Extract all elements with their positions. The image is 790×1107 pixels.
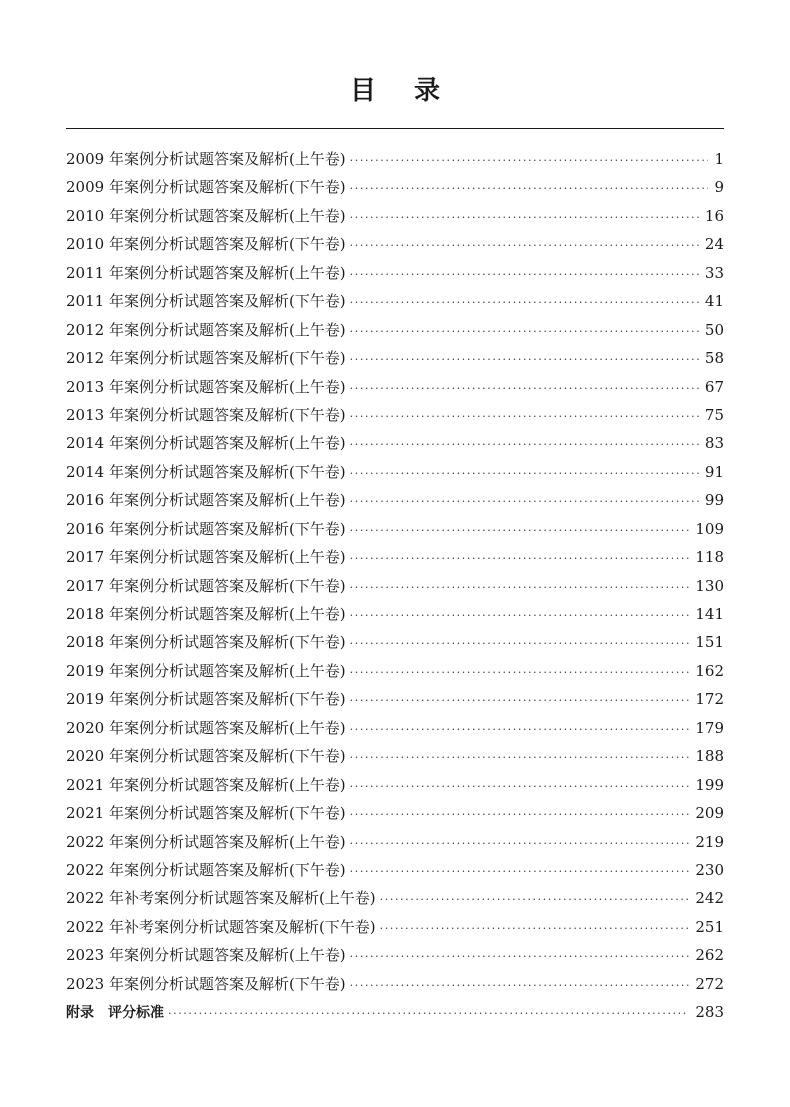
toc-entry[interactable] xyxy=(66,515,724,543)
dot-leader xyxy=(350,659,690,687)
toc-entry-label: 2011 年案例分析试题答案及解析(上午卷) xyxy=(66,263,346,282)
title-divider xyxy=(66,128,724,129)
dot-leader xyxy=(350,943,690,971)
toc-entry[interactable] xyxy=(66,230,724,258)
toc-entry[interactable] xyxy=(66,259,724,287)
dot-leader xyxy=(350,801,690,829)
toc-entry-label: 2019 年案例分析试题答案及解析(下午卷) xyxy=(66,690,346,709)
toc-entry-page: 251 xyxy=(695,917,724,936)
toc-entry-label: 2022 年补考案例分析试题答案及解析(下午卷) xyxy=(66,917,376,936)
dot-leader xyxy=(350,630,690,658)
toc-entry-page: 219 xyxy=(695,832,724,851)
toc-entry[interactable] xyxy=(66,373,724,401)
toc-entry-page: 162 xyxy=(695,661,724,680)
toc-entry[interactable] xyxy=(66,941,724,969)
toc-entry-page: 9 xyxy=(714,178,724,197)
dot-leader xyxy=(350,972,690,1000)
table-of-contents xyxy=(66,145,724,1027)
toc-entry-page: 130 xyxy=(695,576,724,595)
toc-entry-page: 141 xyxy=(695,605,724,623)
dot-leader xyxy=(350,517,690,545)
dot-leader xyxy=(350,773,690,801)
toc-entry-page: 99 xyxy=(704,491,724,510)
toc-entry[interactable] xyxy=(66,970,724,998)
toc-entry[interactable] xyxy=(66,657,724,685)
toc-entry-appendix[interactable] xyxy=(66,998,724,1026)
dot-leader xyxy=(350,346,699,374)
dot-leader xyxy=(168,1000,689,1028)
toc-entry[interactable] xyxy=(66,600,724,628)
dot-leader xyxy=(350,375,699,403)
toc-entry-label: 2021 年案例分析试题答案及解析(下午卷) xyxy=(66,804,346,823)
toc-entry-page: 209 xyxy=(695,804,724,823)
toc-entry-page: 262 xyxy=(695,946,724,965)
toc-entry-label: 2017 年案例分析试题答案及解析(下午卷) xyxy=(66,576,346,595)
dot-leader xyxy=(350,403,699,431)
toc-entry-page: 230 xyxy=(695,860,724,879)
dot-leader xyxy=(350,574,690,602)
toc-entry-label: 2018 年案例分析试题答案及解析(下午卷) xyxy=(66,633,346,652)
dot-leader xyxy=(350,602,690,630)
toc-entry[interactable] xyxy=(66,628,724,656)
toc-entry-page: 16 xyxy=(704,206,724,225)
toc-entry-label: 2020 年案例分析试题答案及解析(上午卷) xyxy=(66,718,346,737)
dot-leader xyxy=(380,886,690,914)
toc-entry-label: 2013 年案例分析试题答案及解析(下午卷) xyxy=(66,405,346,424)
dot-leader xyxy=(350,289,699,317)
dot-leader xyxy=(350,204,699,232)
toc-entry-label: 2022 年案例分析试题答案及解析(上午卷) xyxy=(66,832,346,851)
toc-entry-label: 2012 年案例分析试题答案及解析(下午卷) xyxy=(66,349,346,368)
dot-leader xyxy=(350,318,699,346)
toc-entry-label: 2014 年案例分析试题答案及解析(下午卷) xyxy=(66,462,346,481)
toc-entry-page: 272 xyxy=(695,974,724,993)
toc-entry[interactable] xyxy=(66,173,724,201)
toc-entry-label: 2022 年补考案例分析试题答案及解析(上午卷) xyxy=(66,889,376,908)
toc-entry-label: 2021 年案例分析试题答案及解析(上午卷) xyxy=(66,775,346,794)
toc-entry[interactable] xyxy=(66,742,724,770)
appendix-title: 评分标准 xyxy=(108,1005,164,1022)
dot-leader xyxy=(350,830,690,858)
toc-entry-page: 118 xyxy=(695,548,724,567)
toc-entry-page: 172 xyxy=(695,690,724,709)
toc-entry-page: 199 xyxy=(695,775,724,794)
dot-leader xyxy=(350,261,699,289)
toc-entry[interactable] xyxy=(66,913,724,941)
toc-entry[interactable] xyxy=(66,884,724,912)
toc-entry-label: 2016 年案例分析试题答案及解析(上午卷) xyxy=(66,491,346,510)
title-char-2: 录 xyxy=(414,76,441,106)
toc-entry-page: 50 xyxy=(704,320,724,339)
toc-entry-label: 2023 年案例分析试题答案及解析(上午卷) xyxy=(66,946,346,965)
toc-entry[interactable] xyxy=(66,685,724,713)
toc-entry-label: 2017 年案例分析试题答案及解析(上午卷) xyxy=(66,548,346,567)
toc-entry-page: 1 xyxy=(714,150,724,168)
dot-leader xyxy=(380,915,690,943)
toc-entry-label: 2012 年案例分析试题答案及解析(上午卷) xyxy=(66,320,346,339)
dot-leader xyxy=(350,175,709,203)
toc-entry-page: 24 xyxy=(704,235,724,254)
toc-entry[interactable] xyxy=(66,401,724,429)
dot-leader xyxy=(350,147,709,175)
toc-entry[interactable] xyxy=(66,344,724,372)
toc-entry-page: 242 xyxy=(695,889,724,908)
dot-leader xyxy=(350,460,699,488)
toc-entry-page: 75 xyxy=(704,405,724,424)
toc-entry-label: 2020 年案例分析试题答案及解析(下午卷) xyxy=(66,747,346,766)
toc-entry[interactable] xyxy=(66,714,724,742)
toc-entry[interactable] xyxy=(66,799,724,827)
toc-entry-label: 2018 年案例分析试题答案及解析(上午卷) xyxy=(66,605,346,623)
toc-entry-label: 2016 年案例分析试题答案及解析(下午卷) xyxy=(66,519,346,538)
toc-entry-label: 2013 年案例分析试题答案及解析(上午卷) xyxy=(66,377,346,396)
toc-entry-label: 2014 年案例分析试题答案及解析(上午卷) xyxy=(66,434,346,453)
toc-entry[interactable] xyxy=(66,572,724,600)
dot-leader xyxy=(350,488,699,516)
title-char-1: 目 xyxy=(349,76,376,106)
toc-entry-page: 151 xyxy=(695,633,724,652)
toc-entry-label: 2023 年案例分析试题答案及解析(下午卷) xyxy=(66,974,346,993)
toc-entry-label: 2010 年案例分析试题答案及解析(下午卷) xyxy=(66,235,346,254)
toc-entry-label: 2010 年案例分析试题答案及解析(上午卷) xyxy=(66,206,346,225)
appendix-prefix: 附录 xyxy=(66,1005,94,1022)
toc-entry[interactable] xyxy=(66,145,724,173)
dot-leader xyxy=(350,687,690,715)
toc-entry-page: 91 xyxy=(704,462,724,481)
toc-entry[interactable] xyxy=(66,202,724,230)
toc-entry-page: 67 xyxy=(704,377,724,396)
toc-entry-label: 2009 年案例分析试题答案及解析(上午卷) xyxy=(66,150,346,168)
toc-entry[interactable] xyxy=(66,287,724,315)
toc-entry[interactable] xyxy=(66,458,724,486)
toc-entry-page: 33 xyxy=(704,263,724,282)
dot-leader xyxy=(350,545,690,573)
toc-entry-page: 109 xyxy=(695,519,724,538)
toc-entry[interactable] xyxy=(66,429,724,457)
toc-entry-label: 2009 年案例分析试题答案及解析(下午卷) xyxy=(66,178,346,197)
toc-entry-page: 283 xyxy=(695,1003,724,1022)
toc-entry[interactable] xyxy=(66,543,724,571)
dot-leader xyxy=(350,858,690,886)
toc-entry-page: 179 xyxy=(695,718,724,737)
toc-entry-label: 2019 年案例分析试题答案及解析(上午卷) xyxy=(66,661,346,680)
dot-leader xyxy=(350,744,690,772)
page-title xyxy=(0,70,790,107)
dot-leader xyxy=(350,716,690,744)
toc-entry-page: 41 xyxy=(704,292,724,311)
toc-entry-page: 58 xyxy=(704,349,724,368)
toc-entry[interactable] xyxy=(66,316,724,344)
toc-entry[interactable] xyxy=(66,856,724,884)
toc-entry-page: 83 xyxy=(704,434,724,453)
toc-entry-label: 2022 年案例分析试题答案及解析(下午卷) xyxy=(66,860,346,879)
toc-entry-page: 188 xyxy=(695,747,724,766)
dot-leader xyxy=(350,431,699,459)
toc-entry[interactable] xyxy=(66,486,724,514)
dot-leader xyxy=(350,232,699,260)
appendix-label xyxy=(66,999,164,1027)
toc-entry[interactable] xyxy=(66,771,724,799)
toc-entry-label: 2011 年案例分析试题答案及解析(下午卷) xyxy=(66,292,346,311)
toc-entry[interactable] xyxy=(66,828,724,856)
